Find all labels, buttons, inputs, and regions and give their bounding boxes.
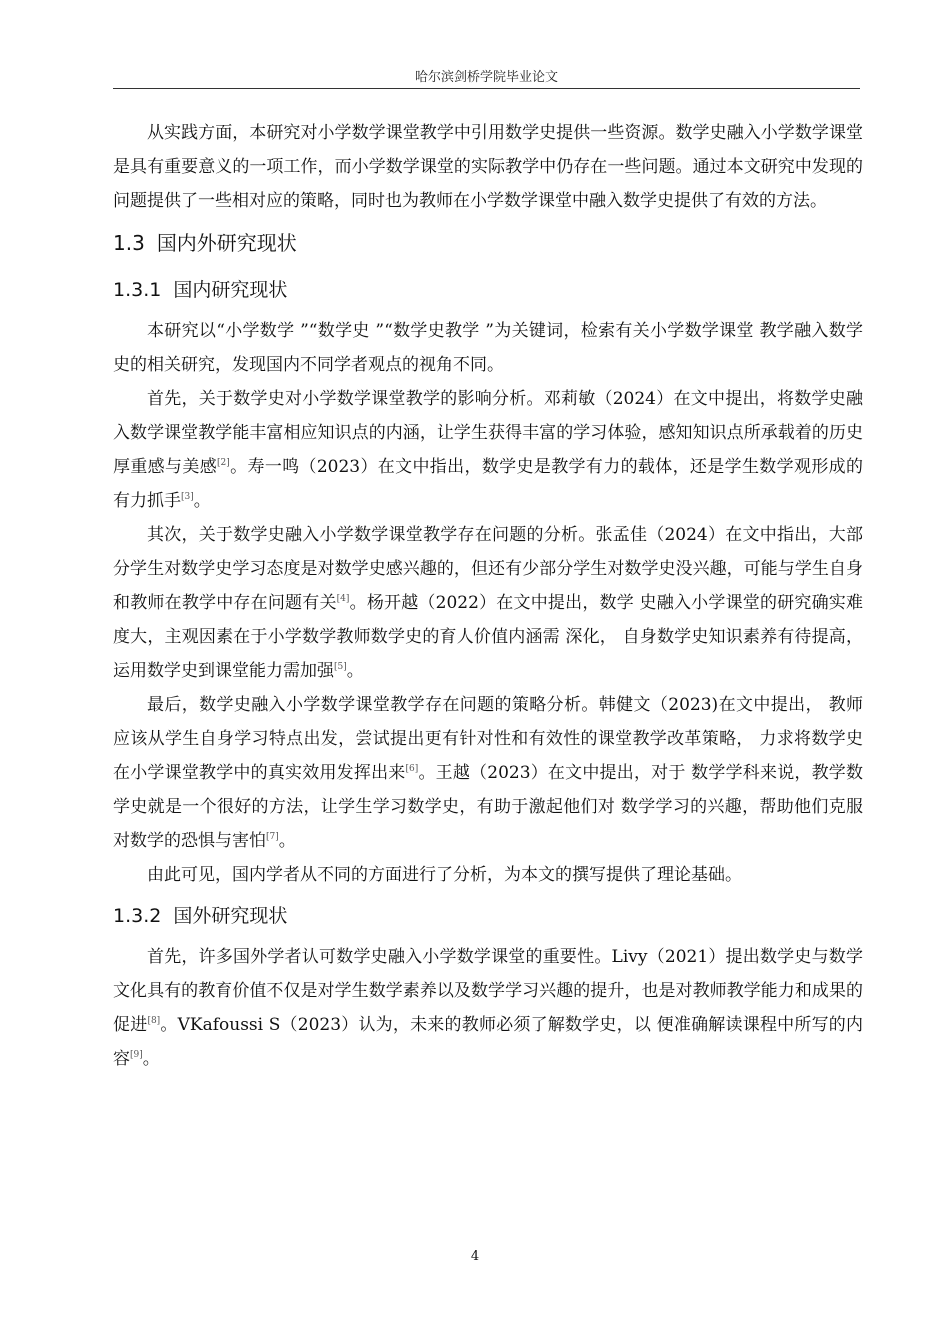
- domestic-paragraph-2: [113, 382, 863, 518]
- domestic-paragraph-5: 由此可见，国内学者从不同的方面进行了分析，为本文的撰写提供了理论基础。: [147, 865, 742, 885]
- citation-ref: [9]: [130, 1050, 143, 1060]
- paragraph-text: 。王越（2023）在文中提出，对于 数学学科来说，教学数学史就是一个很好的方法，让学生学习数学史，有助于激起他们对 数学学习的兴趣，帮助他们克服对数学的恐惧与害怕: [113, 763, 864, 851]
- paragraph-text: 首先，关于数学史对小学数学课堂教学的影响分析。邓莉敏（2024）在文中提出，将数学史融入数学课堂教学能丰富相应知识点的内涵，让学生获得丰富的学习体验，感知知识点所承载着的历史厚重感与美感: [113, 389, 863, 477]
- section-number: 1.3: [113, 231, 145, 255]
- paragraph-text: 。寿一鸣（2023）在文中指出，数学史是教学有力的载体，还是学生数学观形成的有力抓手: [113, 457, 863, 511]
- citation-ref: [2]: [217, 458, 230, 468]
- paragraph-text: 最后，数学史融入小学数学课堂教学存在问题的策略分析。韩健文（2023)在文中提出， 教师应该从学生自身学习特点出发，尝试提出更有针对性和有效性的课堂教学改革策略， 力求将数学史在小学课堂教学中的真实效用发挥出来: [113, 695, 863, 783]
- citation-ref: [8]: [147, 1016, 161, 1026]
- subsection-heading-1-3-2: [113, 896, 863, 936]
- domestic-paragraph-4: [113, 688, 863, 858]
- paragraph-text: 其次，关于数学史融入小学数学课堂教学存在问题的分析。张孟佳（2024）在文中指出，大部分学生对数学史学习态度是对数学史感兴趣的，但还有少部分学生对数学史没兴趣，可能与学生自身和教师在教学中存在问题有关: [113, 525, 863, 613]
- paragraph-text: 。: [278, 831, 296, 851]
- subsection-title: 国外研究现状: [173, 905, 288, 927]
- paragraph-text: 。VKafoussi S（2023）认为，未来的教师必须了解数学史，以 便准确解读课程中所写的内容: [113, 1015, 863, 1069]
- body-text: [113, 116, 863, 1076]
- citation-ref: [5]: [334, 662, 347, 672]
- header-rule: [113, 88, 860, 89]
- paragraph-text: 首先，许多国外学者认可数学史融入小学数学课堂的重要性。Livy（2021）提出数学史与数学文化具有的教育价值不仅是对学生数学素养以及数学学习兴趣的提升，也是对教师教学能力和成果的促进: [113, 947, 863, 1035]
- subsection-number: 1.3.1: [113, 279, 162, 301]
- domestic-paragraph-3: [113, 518, 863, 688]
- running-header: 哈尔滨剑桥学院毕业论文: [414, 70, 558, 85]
- citation-ref: [4]: [336, 594, 350, 604]
- subsection-heading-1-3-1: [113, 270, 863, 310]
- domestic-paragraph-1: 本研究以“小学数学 ”“数学史 ”“数学史教学 ”为关键词，检索有关小学数学课堂 教学融入数学史的相关研究，发现国内不同学者观点的视角不同。: [113, 321, 863, 375]
- foreign-paragraph-1: [113, 940, 863, 1076]
- citation-ref: [3]: [181, 492, 194, 502]
- citation-ref: [6]: [405, 764, 419, 774]
- citation-ref: [7]: [266, 832, 279, 842]
- paragraph-text: 。: [193, 491, 211, 511]
- paragraph-text: 。: [142, 1049, 160, 1069]
- intro-paragraph: 从实践方面，本研究对小学数学课堂教学中引用数学史提供一些资源。数学史融入小学数学课堂是具有重要意义的一项工作，而小学数学课堂的实际教学中仍存在一些问题。通过本文研究中发现的问题提供了一些相对应的策略，同时也为教师在小学数学课堂中融入数学史提供了有效的方法。: [113, 123, 863, 211]
- subsection-number: 1.3.2: [113, 905, 162, 927]
- section-heading-1-3: [113, 224, 863, 262]
- section-title: 国内外研究现状: [156, 231, 297, 255]
- page-number: 4: [470, 1249, 480, 1264]
- paragraph-text: 。: [346, 661, 364, 681]
- paragraph-text: 。杨开越（2022）在文中提出，数学 史融入小学课堂的研究确实难度大，主观因素在于小学数学教师数学史的育人价值内涵需 深化， 自身数学史知识素养有待提高，运用数学史到课堂能力需加强: [113, 593, 863, 681]
- subsection-title: 国内研究现状: [173, 279, 288, 301]
